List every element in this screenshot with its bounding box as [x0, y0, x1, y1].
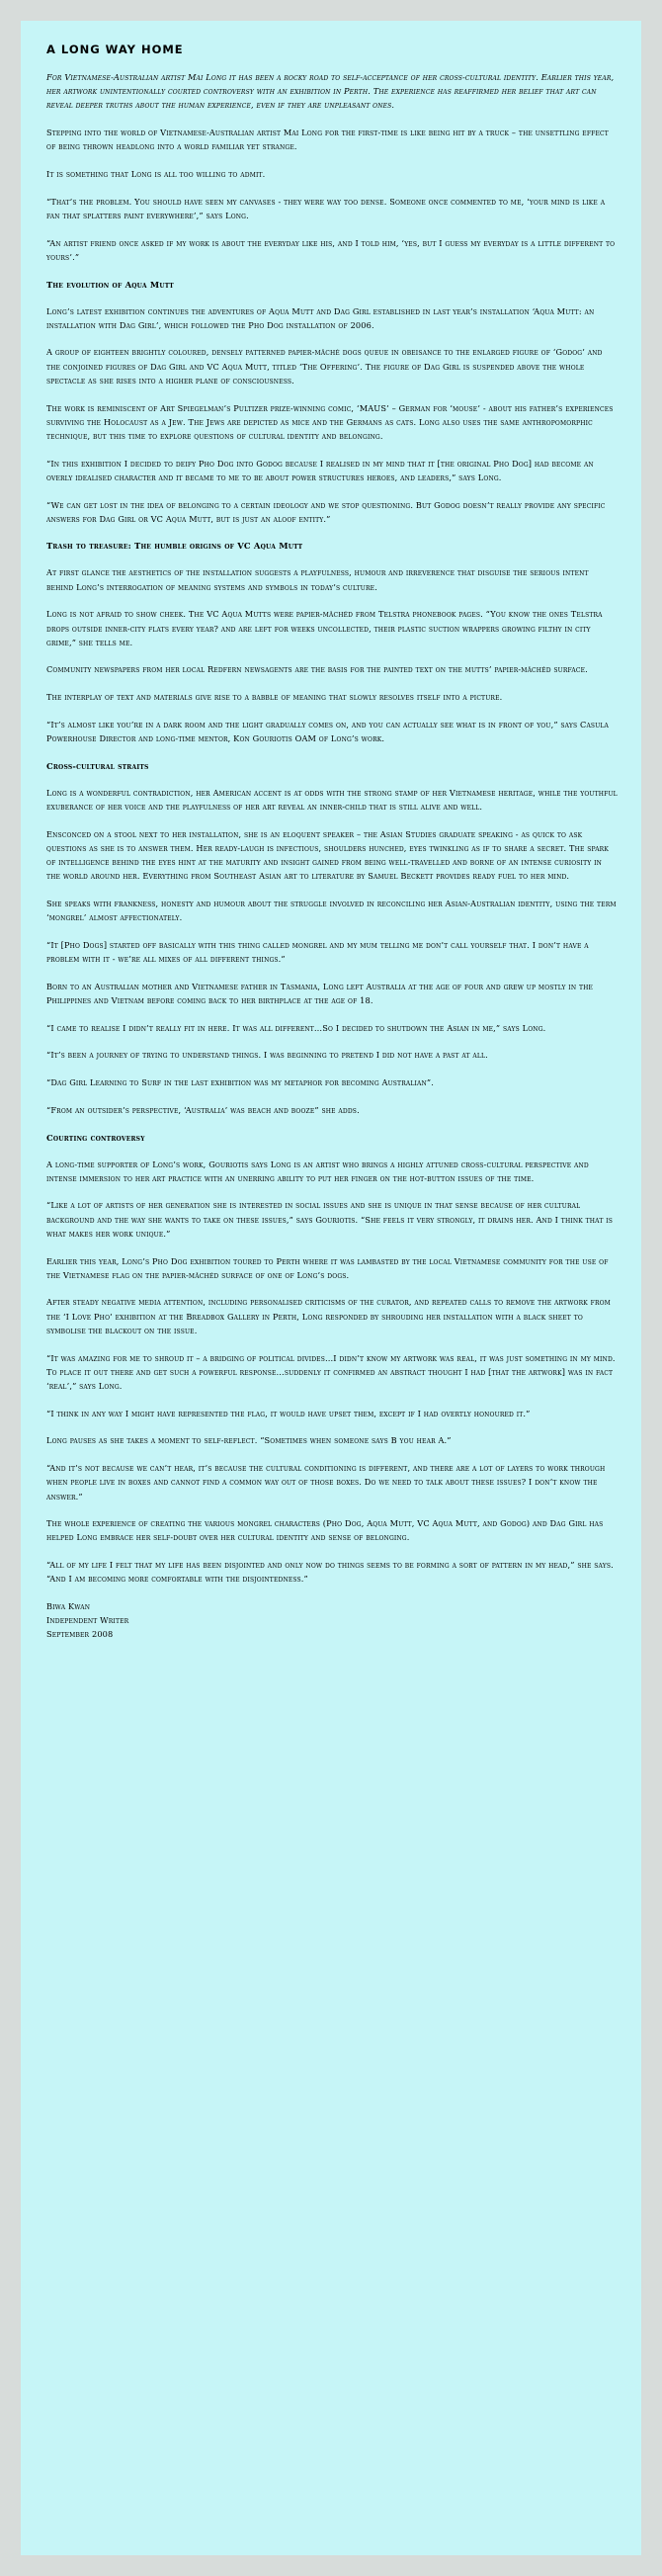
paragraph: “I think in any way I might have represented the flag, it would have upset them, except if I had overtly honoured it.”: [46, 1408, 531, 1418]
paragraph: “From an outsider’s perspective, ‘Australia’ was beach and booze” she adds.: [46, 1104, 360, 1115]
author-signature: [46, 1599, 618, 1641]
section-heading: Trash to treasure: The humble origins of VC Aqua Mutt: [46, 541, 303, 552]
paragraph: Long is not afraid to show cheek. The VC Aqua Mutts were papier-mâchéd from Telstra phonebook pages. “You know the ones Telstra drops outside inner-city flats every year? and are left for weeks uncollected, their plastic suction wrappers growing filthy in city grime,” she tells me.: [46, 609, 603, 647]
paragraph: “And it’s not because we can’t hear, it’s because the cultural conditioning is different, and there are a lot of layers to work through when people live in boxes and cannot find a common way out of those boxes. Do we need to talk about these issues? I don’t know the answer.”: [46, 1463, 606, 1502]
paragraph: After steady negative media attention, including personalised criticisms of the curator, and repeated calls to remove the artwork from the ‘I Love Pho’ exhibition at the Breadbox Gallery in Perth, Long responded by shrouding her installation with a black sheet to symbolise the blackout on the issue.: [46, 1297, 611, 1335]
article-title: A LONG WAY HOME: [46, 43, 184, 56]
section-heading: Cross-cultural straits: [46, 760, 149, 771]
paragraph: At first glance the aesthetics of the installation suggests a playfulness, humour and irreverence that disguise the serious intent behind Long’s interrogation of meaning systems and symbols in today’s culture.: [46, 567, 589, 592]
paragraph: “It’s almost like you’re in a dark room and the light gradually comes on, and you can actually see what is in front of you,” says Casula Powerhouse Director and long-time mentor, Kon Gouriotis OAM of Long’s work.: [46, 719, 610, 744]
paragraph: A group of eighteen brightly coloured, densely patterned papier-mâché dogs queue in obeisance to the enlarged figure of ‘Godog’ and the conjoined figures of Dag Girl and VC Aqua Mutt, titled ‘The Offering’. The figure of Dag Girl is suspended above the whole spectacle as she rises into a higher plane of consciousness.: [46, 347, 603, 386]
paragraph: “It [Pho Dogs] started off basically with this thing called mongrel and my mum telling me don’t call yourself that. I don’t have a problem with it - we’re all mixes of all different things.”: [46, 939, 589, 965]
paragraph: The work is reminiscent of Art Spiegelman’s Pultizer prize-winning comic, ‘MAUS’ – German for ‘mouse’ - about his father’s experiences surviving the Holocaust as a Jew. The Jews are depicted as mice and the Germans as cats. Long also uses the same anthropomorphic technique, but this time to explore questions of cultural identity and belonging.: [46, 402, 614, 441]
paragraph: Community newspapers from her local Redfern newsagents are the basis for the painted text on the mutts’ papier-mâchéd surface.: [46, 664, 588, 675]
author-name: Biwa Kwan: [46, 1601, 91, 1612]
paragraph: “An artist friend once asked if my work is about the everyday like his, and I told him, ‘yes, but I guess my everyday is a little different to yours’.”: [46, 237, 616, 262]
paragraph: The interplay of text and materials give rise to a babble of meaning that slowly resolves itself into a picture.: [46, 692, 503, 703]
paragraph: “Dag Girl Learning to Surf in the last exhibition was my metaphor for becoming Australian”.: [46, 1077, 434, 1088]
paragraph: Earlier this year, Long’s Pho Dog exhibition toured to Perth where it was lambasted by the local Vietnamese community for the use of the Vietnamese flag on the papier-mâchéd surface of one of Long’s dogs.: [46, 1255, 609, 1280]
paragraph: “It’s been a journey of trying to understand things. I was beginning to pretend I did not have a past at all.: [46, 1050, 488, 1061]
paragraph: It is something that Long is all too willing to admit.: [46, 169, 266, 180]
paragraph: “Like a lot of artists of her generation she is interested in social issues and she is unique in that sense because of her cultural background and the way she wants to take on these issues,” says Gouriotis. “She feels it very strongly, it drains her. And I think that is what makes her work unique.”: [46, 1200, 614, 1239]
paragraph: “We can get lost in the idea of belonging to a certain ideology and we stop questioning. But Godog doesn’t really provide any specific answers for Dag Girl or VC Aqua Mutt, but is just an aloof entity.”: [46, 499, 606, 524]
paragraph: “I came to realise I didn’t really fit in here. It was all different…So I decided to shutdown the Asian in me,” says Long.: [46, 1022, 546, 1033]
paragraph: Long is a wonderful contradiction, her American accent is at odds with the strong stamp of her Vietnamese heritage, while the youthful exuberance of her voice and the playfulness of her art reveal an inner-child that is still alive and well.: [46, 787, 618, 812]
section-heading: The evolution of Aqua Mutt: [46, 279, 174, 290]
paragraph: “That’s the problem. You should have seen my canvases - they were way too dense. Someone once commented to me, ‘your mind is like a fan that splatters paint everywhere’,” says Long.: [46, 196, 606, 220]
paragraph: Long’s latest exhibition continues the adventures of Aqua Mutt and Dag Girl established in last year’s installation ‘Aqua Mutt: an installation with Dag Girl’, which followed the Pho Dog installation of 2006.: [46, 305, 595, 330]
paragraph: Stepping into the world of Vietnamese-Australian artist Mai Long for the first-time is like being hit by a truck – the unsettling effect of being thrown headlong into a world familiar yet strange.: [46, 128, 609, 152]
author-role: Independent Writer: [46, 1615, 129, 1626]
paragraph: “In this exhibition I decided to deify Pho Dog into Godog because I realised in my mind that it [the original Pho Dog] had become an overly idealised character and it became to me to be about power structures heroes, and leaders,” says Long.: [46, 458, 594, 482]
article-date: September 2008: [46, 1629, 114, 1640]
paragraph: She speaks with frankness, honesty and humour about the struggle involved in reconciling her Asian-Australian identity, using the term ‘mongrel’ almost affectionately.: [46, 899, 617, 923]
section-heading: Courting controversy: [46, 1132, 145, 1143]
article-intro: For Vietnamese-Australian artist Mai Long it has been a rocky road to self-acceptance of her cross-cultural identity. Earlier this year, her artwork unintentionally courted controversy with an exhibition in Perth. The experience has reaffirmed her belief that art can reveal deeper truths about the human experience, even if they are unpleasant ones.: [46, 72, 615, 111]
paragraph: Ensconced on a stool next to her installation, she is an eloquent speaker – the Asian Studies graduate speaking - as quick to ask questions as she is to answer them. Her ready-laugh is infectious, shoulders hunched, eyes twinkling as if to share a secret. The spark of intelligence behind the eyes hint at the maturity and insight gained from being well-travelled and borne of an intense curiosity in the world around her. Everything from Southeast Asian art to literature by Samuel Beckett provides ready fuel to her mind.: [46, 828, 609, 882]
article-panel: [21, 21, 641, 2555]
paragraph: “It was amazing for me to shroud it – a bridging of political divides…I didn’t know my artwork was real, it was just something in my mind. To place it out there and get such a powerful response…suddenly it confirmed an abstract thought I had [that the artwork] was in fact ‘real’,” says Long.: [46, 1352, 616, 1391]
paragraph: A long-time supporter of Long’s work, Gouriotis says Long is an artist who brings a highly attuned cross-cultural perspective and intense immersion to her art practice with an unerring ability to put her finger on the hot-button issues of the time.: [46, 1159, 589, 1183]
paragraph: Born to an Australian mother and Vietnamese father in Tasmania, Long left Australia at the age of four and grew up mostly in the Philippines and Vietnam before coming back to her birthplace at the age of 18.: [46, 981, 594, 1006]
paragraph: Long pauses as she takes a moment to self-reflect. “Sometimes when someone says B you hear A.”: [46, 1435, 452, 1446]
paragraph: “All of my life I felt that my life has been disjointed and only now do things seems to be forming a sort of pattern in my head,” she says. “And I am becoming more comfortable with the disjointedness.”: [46, 1560, 614, 1585]
paragraph: The whole experience of creating the various mongrel characters (Pho Dog, Aqua Mutt, VC Aqua Mutt, and Godog) and Dag Girl has helped Long embrace her self-doubt over her cultural identity and sense of belonging.: [46, 1518, 604, 1543]
